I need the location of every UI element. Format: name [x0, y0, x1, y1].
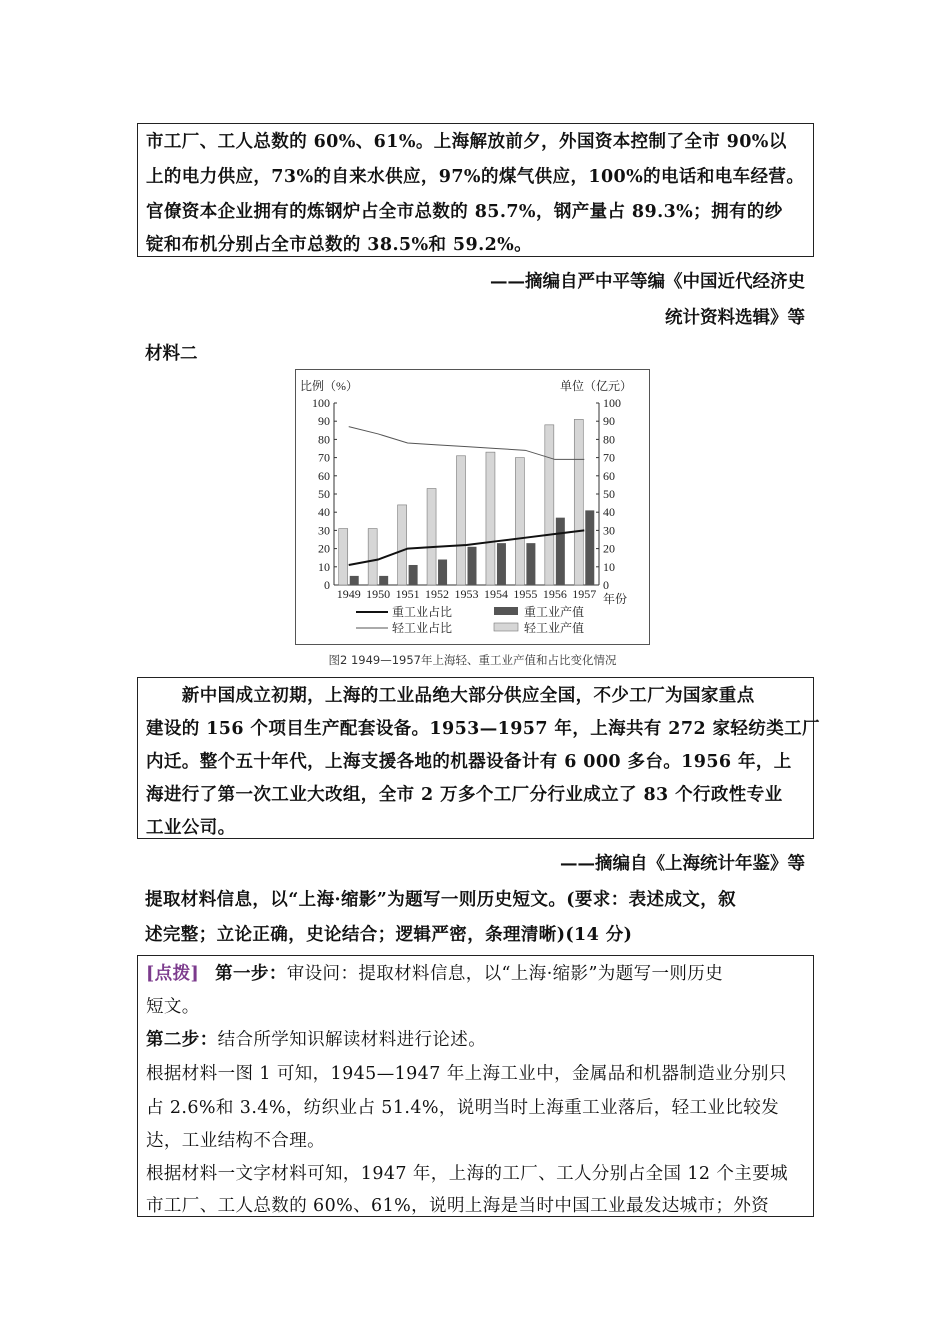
- x-tick-label: 1949: [336, 587, 361, 601]
- right-tick-label: 50: [603, 487, 615, 501]
- material1-line-1: 市工厂、工人总数的 60%、61%。上海解放前夕，外国资本控制了全市 90%以: [146, 132, 787, 152]
- chart-caption: 图2 1949—1957年上海轻、重工业产值和占比变化情况: [328, 653, 617, 667]
- left-axis-label: 比例（%）: [300, 379, 358, 393]
- x-tick-label: 1955: [513, 587, 538, 601]
- bar-light-industry: [574, 419, 583, 585]
- material1-source-line-2: 统计资料选辑》等: [665, 308, 805, 328]
- step2-text: 结合所学知识解读材料进行论述。: [217, 1030, 487, 1050]
- step1-text: 审设问：提取材料信息，以“上海·缩影”为题写一则历史: [286, 964, 724, 984]
- step1-continuation: 短文。: [146, 997, 200, 1017]
- question-line-2: 述完整；立论正确，史论结合；逻辑严密，条理清晰)(14 分): [145, 925, 633, 945]
- right-tick-label: 100: [603, 396, 621, 410]
- right-tick-label: 20: [603, 541, 615, 556]
- material1-box: [137, 123, 814, 257]
- x-tick-label: 1952: [425, 587, 450, 601]
- bar-heavy-industry: [379, 576, 388, 585]
- left-tick-label: 40: [318, 505, 330, 520]
- x-tick-label: 1956: [542, 587, 567, 601]
- legend-label-heavy-share: 重工业占比: [392, 605, 453, 619]
- analysis-step1-row: [146, 960, 723, 985]
- bar-light-industry: [398, 505, 407, 585]
- analysis-line-2: 占 2.6%和 3.4%，纺织业占 51.4%，说明当时上海重工业落后，轻工业比较发: [146, 1098, 779, 1118]
- x-unit-label: 年份: [603, 592, 628, 606]
- left-tick-label: 30: [318, 523, 330, 538]
- bar-light-industry: [457, 456, 466, 585]
- bar-heavy-industry: [438, 560, 447, 585]
- bar-heavy-industry: [585, 510, 594, 585]
- x-tick-label: 1953: [454, 587, 479, 601]
- right-tick-label: 90: [603, 414, 615, 429]
- bar-heavy-industry: [556, 518, 565, 585]
- analysis-line-3: 达，工业结构不合理。: [146, 1131, 325, 1151]
- left-tick-label: 70: [318, 450, 330, 465]
- right-tick-label: 10: [603, 559, 615, 574]
- material2-source: ——摘编自《上海统计年鉴》等: [560, 854, 805, 874]
- left-tick-label: 20: [318, 541, 330, 556]
- chart-figure: [295, 369, 650, 645]
- material2-line-5: 工业公司。: [146, 818, 236, 838]
- right-axis-label: 单位（亿元）: [560, 379, 633, 393]
- legend-swatch-heavy-output: [494, 607, 518, 615]
- material2-line-4: 海进行了第一次工业大改组，全市 2 万多个工厂分行业成立了 83 个行政性专业: [146, 785, 783, 805]
- x-tick-label: 1954: [483, 587, 508, 601]
- bar-light-industry: [339, 529, 348, 585]
- x-tick-label: 1957: [572, 587, 597, 601]
- legend-label-light-output: 轻工业产值: [524, 621, 585, 635]
- x-tick-label: 1950: [366, 587, 391, 601]
- right-tick-label: 40: [603, 505, 615, 520]
- legend-swatch-light-output: [494, 623, 518, 631]
- left-tick-label: 60: [318, 468, 330, 483]
- left-tick-label: 80: [318, 432, 330, 447]
- right-tick-label: 60: [603, 468, 615, 483]
- bar-light-industry: [545, 425, 554, 585]
- bar-heavy-industry: [409, 565, 418, 585]
- material2-line-3: 内迁。整个五十年代，上海支援各地的机器设备计有 6 000 多台。1956 年，上: [146, 752, 792, 772]
- left-tick-label: 10: [318, 559, 330, 574]
- bar-light-industry: [427, 489, 436, 585]
- bar-light-industry: [515, 458, 524, 585]
- bar-light-industry: [368, 529, 377, 585]
- bar-heavy-industry: [468, 547, 477, 585]
- legend-label-heavy-output: 重工业产值: [524, 605, 585, 619]
- x-tick-label: 1951: [395, 587, 420, 601]
- analysis-line-1: 根据材料一图 1 可知，1945—1947 年上海工业中，金属品和机器制造业分别只: [146, 1064, 787, 1084]
- material1-line-3: 官僚资本企业拥有的炼钢炉占全市总数的 85.7%，钢产量占 89.3%；拥有的纱: [146, 202, 783, 222]
- material2-line-2: 建设的 156 个项目生产配套设备。1953—1957 年，上海共有 272 家轻纺类工厂: [146, 719, 820, 739]
- analysis-tag: [点拨]: [146, 964, 200, 984]
- legend-label-light-share: 轻工业占比: [392, 621, 453, 635]
- material1-source-line-1: ——摘编自严中平等编《中国近代经济史: [490, 272, 805, 292]
- bar-heavy-industry: [526, 543, 535, 585]
- material2-heading: 材料二: [145, 344, 198, 364]
- left-tick-label: 50: [318, 487, 330, 501]
- material1-line-4: 锭和布机分别占全市总数的 38.5%和 59.2%。: [146, 235, 533, 255]
- chart-svg: [296, 370, 651, 646]
- left-tick-label: 90: [318, 414, 330, 429]
- material1-line-2: 上的电力供应，73%的自来水供应，97%的煤气供应，100%的电话和电车经营。: [146, 167, 805, 187]
- step1-label: 第一步：: [215, 964, 287, 984]
- right-tick-label: 0: [603, 578, 609, 592]
- left-tick-label: 100: [312, 396, 330, 410]
- right-tick-label: 80: [603, 432, 615, 447]
- right-tick-label: 30: [603, 523, 615, 538]
- bar-light-industry: [486, 452, 495, 585]
- analysis-line-4: 根据材料一文字材料可知，1947 年，上海的工厂、工人分别占全国 12 个主要城: [146, 1164, 788, 1184]
- material2-box: [137, 677, 820, 839]
- analysis-step2-row: [146, 1026, 486, 1051]
- right-tick-label: 70: [603, 450, 615, 465]
- analysis-box: [137, 955, 814, 1217]
- bar-heavy-industry: [350, 576, 359, 585]
- bar-heavy-industry: [497, 543, 506, 585]
- step2-label: 第二步：: [146, 1030, 218, 1050]
- question-line-1: 提取材料信息，以“上海·缩影”为题写一则历史短文。(要求：表述成文，叙: [145, 890, 737, 910]
- analysis-line-5: 市工厂、工人总数的 60%、61%，说明上海是当时中国工业最发达城市；外资: [146, 1196, 770, 1216]
- material2-line-1: 新中国成立初期，上海的工业品绝大部分供应全国，不少工厂为国家重点: [146, 686, 755, 706]
- left-tick-label: 0: [324, 578, 330, 592]
